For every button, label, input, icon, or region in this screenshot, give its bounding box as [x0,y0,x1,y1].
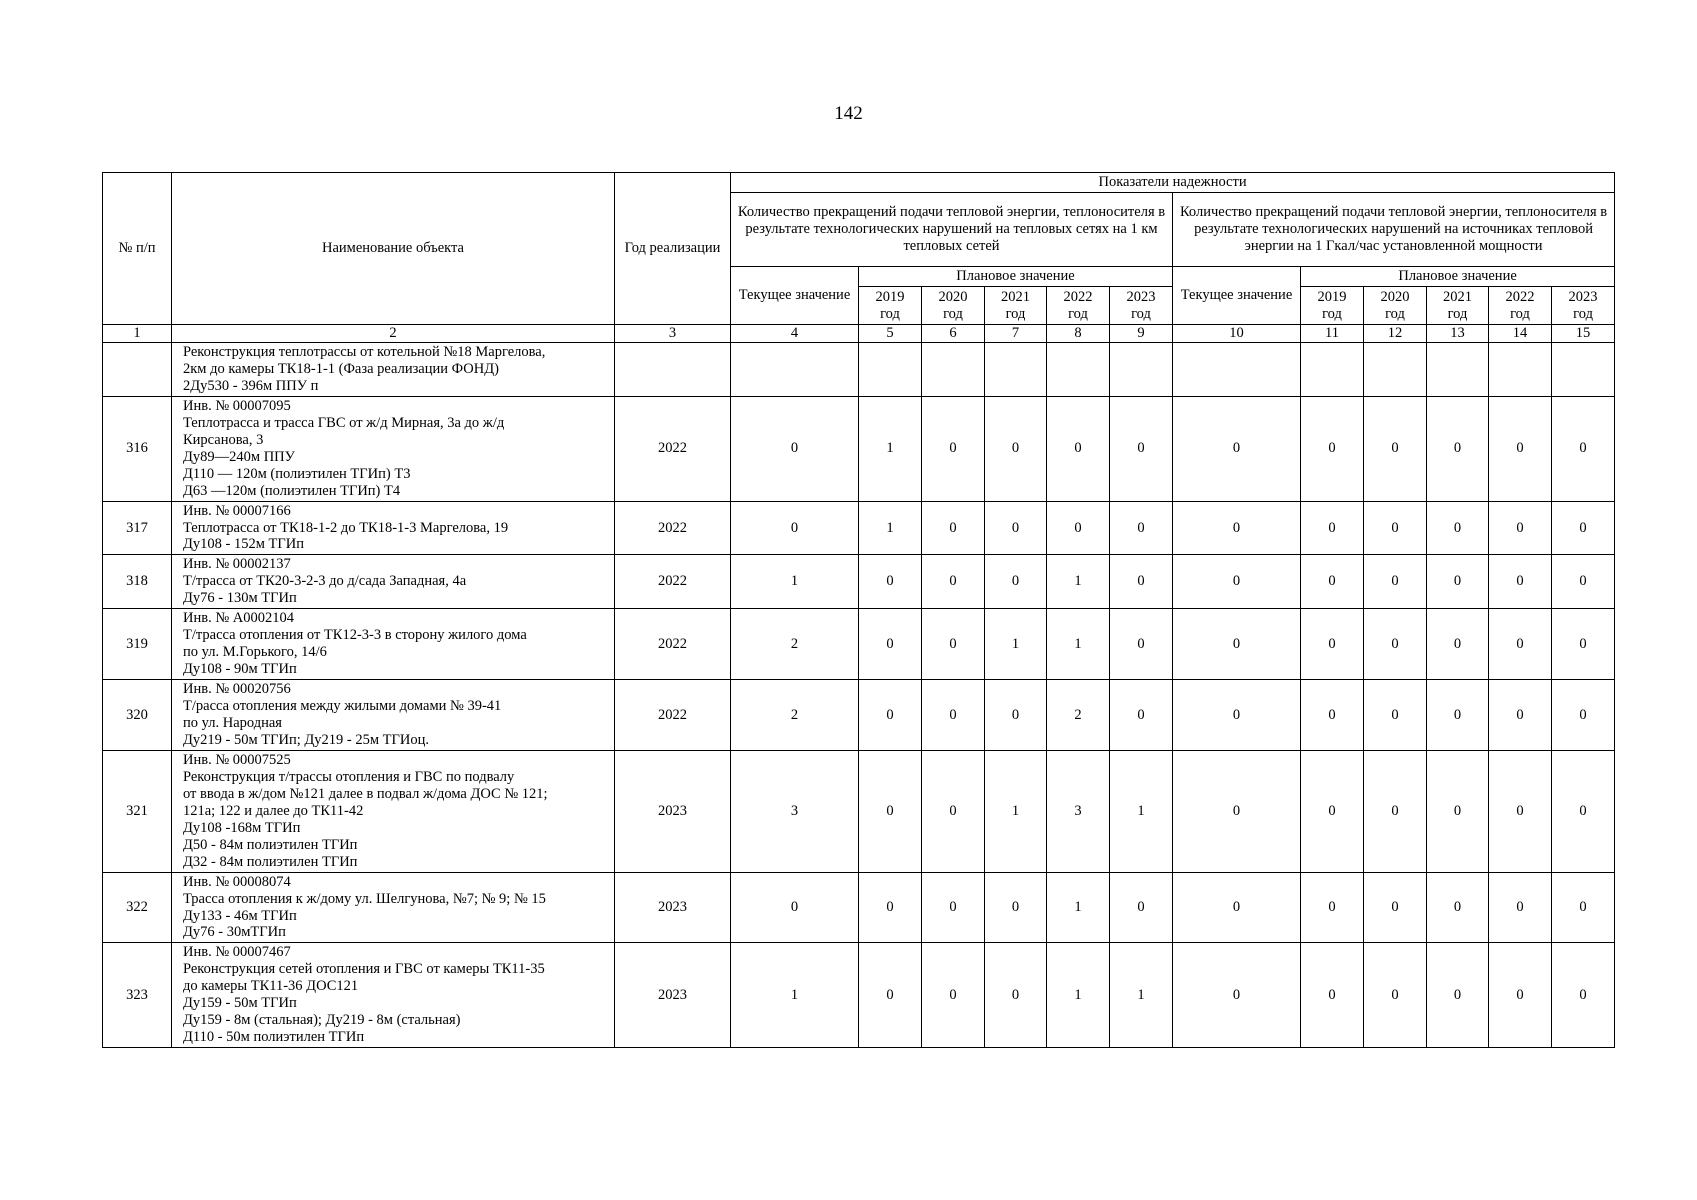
value-cell-col-7: 1 [985,750,1047,872]
value-cell-col-11: 0 [1301,555,1364,609]
object-name-line: Трасса отопления к ж/дому ул. Шелгунова, №7; № 9; № 15 [183,890,546,907]
row-number: 322 [103,872,172,943]
value-cell-col-6: 0 [922,872,985,943]
object-name [172,680,615,751]
value-cell-col-12: 0 [1364,501,1427,555]
value-cell-col-11: 0 [1301,501,1364,555]
value-cell-col-14: 0 [1489,872,1552,943]
value-cell-col-12 [1364,343,1427,397]
object-name-line: по ул. М.Горького, 14/6 [183,644,327,661]
implementation-year: 2022 [615,396,731,501]
header-num: № п/п [103,173,172,325]
value-cell-col-7: 1 [985,609,1047,680]
value-cell-col-10: 0 [1173,555,1301,609]
table-row [103,872,1615,943]
object-name-line: Ду76 - 130м ТГИп [183,590,297,607]
table-row [103,609,1615,680]
value-cell-col-8: 0 [1047,501,1110,555]
page-number: 142 [834,103,863,124]
object-name-line: Ду219 - 50м ТГИп; Ду219 - 25м ТГИоц. [183,731,430,748]
value-cell-col-15: 0 [1552,396,1615,501]
object-name [172,501,615,555]
value-cell-col-8: 1 [1047,872,1110,943]
header-year-2020-group-2 [1364,287,1427,325]
value-cell-col-15: 0 [1552,501,1615,555]
value-cell-col-12: 0 [1364,680,1427,751]
value-cell-col-9 [1110,343,1173,397]
row-number: 317 [103,501,172,555]
value-cell-col-9: 0 [1110,501,1173,555]
object-name-line: Инв. № 00007095 [183,397,291,414]
header-year-2023-group-2 [1552,287,1615,325]
header-year-2020-group-1 [922,287,985,325]
column-index-3: 3 [615,325,731,343]
object-name-line: 121а; 122 и далее до ТК11-42 [183,802,364,819]
column-index-13: 13 [1427,325,1489,343]
object-name-line: Кирсанова, 3 [183,431,264,448]
value-cell-col-6 [922,343,985,397]
value-cell-col-7: 0 [985,680,1047,751]
value-cell-col-15: 0 [1552,680,1615,751]
column-index-2: 2 [172,325,615,343]
value-cell-col-9: 0 [1110,609,1173,680]
object-name-line: Ду108 - 90м ТГИп [183,661,297,678]
value-cell-col-4: 0 [731,396,859,501]
implementation-year: 2023 [615,750,731,872]
header-year-2021-group-1 [985,287,1047,325]
column-index-9: 9 [1110,325,1173,343]
object-name [172,396,615,501]
value-cell-col-6: 0 [922,609,985,680]
value-cell-col-10: 0 [1173,872,1301,943]
object-name-line: Д63 —120м (полиэтилен ТГИп) Т4 [183,482,401,499]
object-name-line: Инв. № 00008074 [183,873,291,890]
value-cell-col-10 [1173,343,1301,397]
year-suffix: год [1005,305,1026,322]
year-suffix: год [1385,305,1405,322]
year-suffix: год [1322,305,1342,322]
object-name-line: Д50 - 84м полиэтилен ТГИп [183,836,358,853]
table-row [103,555,1615,609]
year-suffix: год [1068,305,1088,322]
value-cell-col-5: 0 [859,609,922,680]
value-cell-col-14: 0 [1489,680,1552,751]
object-name-line: Ду76 - 30мТГИп [183,924,286,941]
value-cell-col-9: 0 [1110,396,1173,501]
year-value: 2022 [1063,288,1093,305]
row-number: 320 [103,680,172,751]
year-value: 2023 [1126,288,1156,305]
value-cell-col-8: 1 [1047,943,1110,1048]
value-cell-col-9: 1 [1110,943,1173,1048]
value-cell-col-15: 0 [1552,750,1615,872]
value-cell-col-5: 0 [859,555,922,609]
year-suffix: год [1510,305,1530,322]
column-index-12: 12 [1364,325,1427,343]
value-cell-col-4: 0 [731,872,859,943]
year-suffix: год [1573,305,1593,322]
year-value: 2020 [938,288,968,305]
object-name-line: Инв. № 00002137 [183,556,291,573]
value-cell-col-12: 0 [1364,555,1427,609]
object-name-line: Д32 - 84м полиэтилен ТГИп [183,853,358,870]
value-cell-col-8: 1 [1047,609,1110,680]
value-cell-col-13 [1427,343,1489,397]
value-cell-col-11: 0 [1301,680,1364,751]
year-value: 2019 [1317,288,1347,305]
value-cell-col-14: 0 [1489,555,1552,609]
object-name [172,943,615,1048]
value-cell-col-4 [731,343,859,397]
value-cell-col-8: 2 [1047,680,1110,751]
value-cell-col-6: 0 [922,750,985,872]
value-cell-col-9: 0 [1110,872,1173,943]
object-name-line: Инв. № А0002104 [183,610,295,627]
object-name-line: Т/трасса отопления от ТК12-3-3 в сторону жилого дома [183,627,527,644]
value-cell-col-10: 0 [1173,750,1301,872]
object-name-line: Инв. № 00020756 [183,681,291,698]
implementation-year: 2022 [615,501,731,555]
value-cell-col-4: 2 [731,680,859,751]
value-cell-col-12: 0 [1364,609,1427,680]
column-index-14: 14 [1489,325,1552,343]
table-row [103,343,1615,397]
value-cell-col-7: 0 [985,501,1047,555]
header-planned-2: Плановое значение [1301,267,1615,287]
object-name-line: Реконструкция теплотрассы от котельной №18 Маргелова, [183,344,546,360]
object-name-line: Инв. № 00007525 [183,751,291,768]
value-cell-col-14: 0 [1489,750,1552,872]
implementation-year: 2023 [615,943,731,1048]
value-cell-col-13: 0 [1427,396,1489,501]
value-cell-col-4: 0 [731,501,859,555]
value-cell-col-9: 0 [1110,680,1173,751]
table-row [103,680,1615,751]
value-cell-col-14: 0 [1489,501,1552,555]
value-cell-col-6: 0 [922,555,985,609]
column-index-1: 1 [103,325,172,343]
row-number: 316 [103,396,172,501]
value-cell-col-14: 0 [1489,943,1552,1048]
object-name-line: до камеры ТК11-36 ДОС121 [183,978,359,995]
object-name-line: Т/расса отопления между жилыми домами № 39-41 [183,698,502,715]
value-cell-col-5: 0 [859,943,922,1048]
header-reliability: Показатели надежности [731,173,1615,193]
value-cell-col-15 [1552,343,1615,397]
object-name-line: от ввода в ж/дом №121 далее в подвал ж/дома ДОС № 121; [183,785,548,802]
column-index-7: 7 [985,325,1047,343]
value-cell-col-8: 1 [1047,555,1110,609]
object-name [172,555,615,609]
header-group-networks: Количество прекращений подачи тепловой энергии, теплоносителя в результате технологических нарушений на тепловых сетях на 1 км тепловых сетей [731,193,1173,267]
year-value: 2021 [1001,288,1030,305]
header-current-1: Текущее значение [731,267,859,325]
row-number: 319 [103,609,172,680]
row-number: 318 [103,555,172,609]
table-row [103,501,1615,555]
object-name-line: 2км до камеры ТК18-1-1 (Фаза реализации ФОНД) [183,360,499,377]
object-name-line: Реконструкция т/трассы отопления и ГВС по подвалу [183,768,515,785]
object-name [172,872,615,943]
value-cell-col-9: 1 [1110,750,1173,872]
object-name [172,750,615,872]
value-cell-col-13: 0 [1427,501,1489,555]
value-cell-col-7: 0 [985,396,1047,501]
year-suffix: год [943,305,963,322]
header-year-2023-group-1 [1110,287,1173,325]
value-cell-col-6: 0 [922,943,985,1048]
value-cell-col-7: 0 [985,555,1047,609]
column-index-15: 15 [1552,325,1615,343]
value-cell-col-11: 0 [1301,872,1364,943]
header-year-2022-group-1 [1047,287,1110,325]
object-name-line: Теплотрасса от ТК18-1-2 до ТК18-1-3 Маргелова, 19 [183,519,509,536]
value-cell-col-13: 0 [1427,680,1489,751]
object-name-line: Д110 — 120м (полиэтилен ТГИп) Т3 [183,465,411,482]
value-cell-col-8: 3 [1047,750,1110,872]
value-cell-col-14: 0 [1489,609,1552,680]
object-name-line: Теплотрасса и трасса ГВС от ж/д Мирная, 3а до ж/д [183,414,505,431]
implementation-year: 2023 [615,872,731,943]
header-year-2021-group-2 [1427,287,1489,325]
object-name-line: Инв. № 00007166 [183,502,291,519]
value-cell-col-12: 0 [1364,396,1427,501]
implementation-year: 2022 [615,555,731,609]
value-cell-col-11: 0 [1301,750,1364,872]
column-index-4: 4 [731,325,859,343]
value-cell-col-11: 0 [1301,396,1364,501]
value-cell-col-13: 0 [1427,555,1489,609]
value-cell-col-12: 0 [1364,750,1427,872]
value-cell-col-15: 0 [1552,943,1615,1048]
header-year-2022-group-2 [1489,287,1552,325]
value-cell-col-13: 0 [1427,943,1489,1048]
value-cell-col-15: 0 [1552,609,1615,680]
year-value: 2019 [875,288,905,305]
row-number [103,343,172,397]
value-cell-col-9: 0 [1110,555,1173,609]
column-index-10: 10 [1173,325,1301,343]
object-name-line: Ду133 - 46м ТГИп [183,907,297,924]
value-cell-col-4: 1 [731,943,859,1048]
value-cell-col-5: 0 [859,872,922,943]
value-cell-col-5: 0 [859,680,922,751]
header-planned-1: Плановое значение [859,267,1173,287]
value-cell-col-12: 0 [1364,872,1427,943]
value-cell-col-5: 1 [859,501,922,555]
table-row [103,396,1615,501]
year-value: 2020 [1380,288,1410,305]
value-cell-col-10: 0 [1173,680,1301,751]
value-cell-col-12: 0 [1364,943,1427,1048]
value-cell-col-8 [1047,343,1110,397]
value-cell-col-13: 0 [1427,750,1489,872]
header-year: Год реализации [615,173,731,325]
value-cell-col-14: 0 [1489,396,1552,501]
value-cell-col-11: 0 [1301,609,1364,680]
value-cell-col-5: 1 [859,396,922,501]
implementation-year: 2022 [615,609,731,680]
column-index-11: 11 [1301,325,1364,343]
year-suffix: год [1447,305,1468,322]
reliability-table [102,172,1615,1048]
value-cell-col-15: 0 [1552,872,1615,943]
implementation-year [615,343,731,397]
value-cell-col-7 [985,343,1047,397]
object-name-line: Ду159 - 8м (стальная); Ду219 - 8м (стальная) [183,1012,461,1029]
value-cell-col-11 [1301,343,1364,397]
value-cell-col-4: 1 [731,555,859,609]
value-cell-col-10: 0 [1173,609,1301,680]
value-cell-col-10: 0 [1173,501,1301,555]
value-cell-col-4: 3 [731,750,859,872]
year-value: 2023 [1568,288,1598,305]
value-cell-col-7: 0 [985,943,1047,1048]
year-value: 2021 [1443,288,1472,305]
header-name: Наименование объекта [172,173,615,325]
value-cell-col-7: 0 [985,872,1047,943]
table-row [103,750,1615,872]
header-year-2019-group-1 [859,287,922,325]
year-value: 2022 [1505,288,1535,305]
column-index-8: 8 [1047,325,1110,343]
value-cell-col-6: 0 [922,501,985,555]
value-cell-col-10: 0 [1173,396,1301,501]
value-cell-col-10: 0 [1173,943,1301,1048]
value-cell-col-5 [859,343,922,397]
value-cell-col-6: 0 [922,396,985,501]
object-name-line: 2Ду530 - 396м ППУ п [183,377,319,394]
value-cell-col-14 [1489,343,1552,397]
object-name-line: Т/трасса от ТК20-3-2-3 до д/сада Западная, 4а [183,573,467,590]
year-suffix: год [1131,305,1151,322]
object-name-line: Ду108 - 152м ТГИп [183,536,304,553]
value-cell-col-11: 0 [1301,943,1364,1048]
value-cell-col-4: 2 [731,609,859,680]
object-name-line: по ул. Народная [183,715,282,732]
row-number: 323 [103,943,172,1048]
row-number: 321 [103,750,172,872]
object-name-line: Ду89—240м ППУ [183,448,295,465]
object-name-line: Реконструкция сетей отопления и ГВС от камеры ТК11-35 [183,961,545,978]
object-name-line: Ду108 -168м ТГИп [183,819,301,836]
value-cell-col-13: 0 [1427,872,1489,943]
header-group-sources: Количество прекращений подачи тепловой энергии, теплоносителя в результате технологических нарушений на источниках тепловой энергии на 1 Гкал/час установленной мощности [1173,193,1615,267]
object-name-line: Ду159 - 50м ТГИп [183,995,297,1012]
value-cell-col-15: 0 [1552,555,1615,609]
value-cell-col-8: 0 [1047,396,1110,501]
year-suffix: год [880,305,900,322]
object-name-line: Инв. № 00007467 [183,944,291,961]
implementation-year: 2022 [615,680,731,751]
object-name [172,343,615,397]
column-index-6: 6 [922,325,985,343]
header-current-2: Текущее значение [1173,267,1301,325]
object-name-line: Д110 - 50м полиэтилен ТГИп [183,1029,365,1046]
value-cell-col-5: 0 [859,750,922,872]
object-name [172,609,615,680]
value-cell-col-6: 0 [922,680,985,751]
table-row [103,943,1615,1048]
value-cell-col-13: 0 [1427,609,1489,680]
column-index-5: 5 [859,325,922,343]
header-year-2019-group-2 [1301,287,1364,325]
